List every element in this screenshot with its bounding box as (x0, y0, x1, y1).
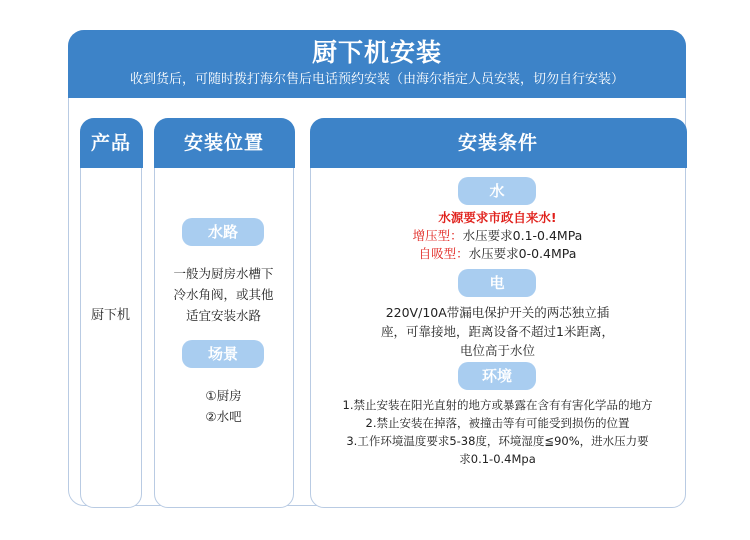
environment-line: 3.工作环境温度要求5-38度，环境湿度≦90%，进水压力要 (346, 434, 649, 448)
card-header (68, 30, 686, 98)
electric-section (311, 303, 684, 360)
electric-line: 220V/10A带漏电保护开关的两芯独立插 (385, 305, 610, 320)
environment-line: 2.禁止安装在掉落，被撞击等有可能受到损伤的位置 (365, 416, 630, 430)
environment-section (311, 396, 684, 468)
booster-pressure: 水压要求0.1-0.4MPa (462, 228, 583, 243)
water-requirement: 水源要求市政自来水! (438, 210, 557, 225)
waterway-line: 适宜安装水路 (185, 308, 261, 323)
selfpriming-pressure: 水压要求0-0.4MPa (468, 246, 577, 261)
waterway-line: 一般为厨房水槽下 (173, 266, 274, 281)
booster-line (311, 227, 684, 245)
product-heading: 产品 (80, 118, 143, 168)
product-value: 厨下机 (90, 308, 130, 323)
waterway-description (155, 263, 292, 326)
electric-line: 座，可靠接地，距离设备不超过1米距离， (381, 324, 614, 339)
environment-line: 求0.1-0.4Mpa (459, 452, 536, 466)
scene-pill: 场景 (182, 340, 264, 368)
conditions-column (310, 118, 686, 508)
location-heading: 安装位置 (154, 118, 295, 168)
booster-type: 增压型： (412, 228, 463, 243)
environment-pill: 环境 (458, 362, 536, 390)
selfpriming-line (311, 245, 684, 263)
selfpriming-type: 自吸型： (418, 246, 469, 261)
product-column (80, 118, 142, 508)
electric-line: 电位高于水位 (459, 343, 535, 358)
waterway-pill: 水路 (182, 218, 264, 246)
scene-item: ②水吧 (205, 409, 242, 424)
water-pill: 水 (458, 177, 536, 205)
water-section (311, 209, 684, 263)
electric-pill: 电 (458, 269, 536, 297)
page-subtitle: 收到货后，可随时拨打海尔售后电话预约安装（由海尔指定人员安装，切勿自行安装） (129, 72, 624, 87)
location-column (154, 118, 294, 508)
page-title: 厨下机安装 (311, 38, 442, 67)
conditions-heading: 安装条件 (310, 118, 687, 168)
environment-line: 1.禁止安装在阳光直射的地方或暴露在含有有害化学品的地方 (342, 398, 653, 412)
waterway-line: 冷水角阀，或其他 (173, 287, 274, 302)
scene-item: ①厨房 (205, 388, 242, 403)
scene-list (155, 385, 292, 427)
